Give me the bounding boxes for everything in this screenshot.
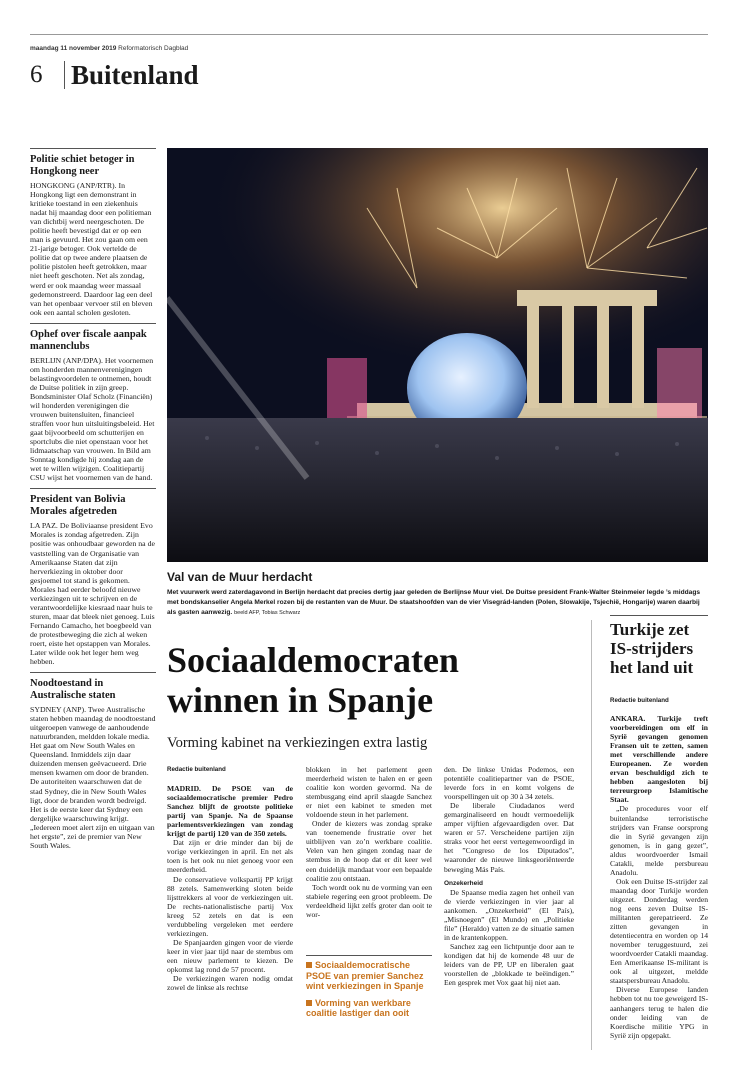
photo-caption — [167, 588, 708, 618]
side-headline[interactable]: Turkije zet IS-strijders het land uit — [610, 620, 694, 677]
article-column-2 — [306, 765, 432, 950]
pull-quotes — [306, 955, 432, 1025]
side-body — [610, 714, 708, 1040]
square-bullet-icon — [306, 1000, 312, 1006]
brief-body: HONGKONG (ANP/RTR). In Hongkong ligt een demonstrant in kritieke toestand in een ziekenhuis nadat hij maandag door een politieman van dichtbij werd neergeschoten. De politie heeft bevestigd dat er op een man is gevuurd. Het zou gaan om een 21-jarige betoger. Ook vertelde de politie dat op twee andere plaatsen de politie pistolen heeft getrokken, maar niet heeft geschoten. Net als zondag, werd er ook maandag weer massaal gedemonstreerd. Daardoor lag een deel van het openbaar vervoer stil en bleven ook een aantal scholen gesloten. — [30, 181, 153, 317]
paragraph: De Spaanse media zagen het onheil van de vierde verkiezingen in vier jaar al aankomen. „Onzekerheid” (El País), „Misnoegen” (El Mundo) en „Politieke file” (Heraldo) vatten ze de situatie samen in de krantenkoppen. — [444, 887, 574, 942]
paragraph: Diverse Europese landen hebben tot nu toe geweigerd IS-aanhangers terug te halen die onder leiding van de Koerdische militie YPG in Syrië zijn opgepakt. — [610, 985, 708, 1040]
brief-body: BERLIJN (ANP/DPA). Het voornemen om honderden mannenverenigingen belastingvoordelen te ontnemen, houdt de Duitse politiek in zijn greep. Bondsminister Olaf Scholz (Financiën) wil honderden verenigingen die vrouwen buitensluiten, financieel straffen voor hun uitsluitingsbeleid. Het gaat bijvoorbeeld om schutterijen en sportclubs die niet openstaan voor het lidmaatschap van vrouwen. In Bild am Sonntag kondigde hij zondag aan de wet te willen wijzigen. Coalitiepartij CSU wijst het voornemen van de hand. — [30, 355, 155, 483]
square-bullet-icon — [306, 962, 312, 968]
brief-title[interactable]: President van Bolivia Morales afgetreden — [30, 494, 126, 518]
paragraph: De verkiezingen waren nodig omdat zowel de linkse als rechtse — [167, 974, 293, 993]
paragraph: Sanchez zag een lichtpuntje door aan te kondigen dat hij de komende 48 uur de leiders van de PP, UP en liberalen gaat voorstellen de „blokkade te beëindigen.” Een gesprek met Vox gaat hij niet aan. — [444, 941, 574, 988]
paragraph: Ook een Duitse IS-strijder zal maandag door Turkije worden uitgezet. Donderdag werden nog eens zeven Duitse IS-militanten gerepatrieerd. Ze zitten gevangen in detentiecentra en worden op 14 november teruggestuurd, zei woordvoerder Catakli maandag. Een Amerikaanse IS-militant is ook al uitgezet, meldde staatspersbureau Anadolu. — [610, 876, 708, 986]
brief-item — [30, 323, 156, 483]
photo-credit: beeld AFP, Tobias Schwarz — [234, 610, 301, 616]
side-article — [610, 615, 708, 1040]
brief-title[interactable]: Ophef over fiscale aanpak mannenclubs — [30, 328, 147, 352]
brief-body: SYDNEY (ANP). Twee Australische staten hebben maandag de noodtoestand uitgeroepen vanwege de aanhoudende natuurbranden, meldden lokale media. Het gaat om New South Wales en Queensland. Inmiddels zijn daar duizenden mensen geëvacueerd. Drie mensen kwamen om door de branden. De autoriteiten waarschuwen dat de stad Sydney, die in New South Wales ligt, door de branden wordt bedreigd. Het is de eerste keer dat Sydney een dergelijke waarschuwing krijgt. „Iedereen moet alert zijn en uitgaan van het ergste”, zei de premier van New South Wales. — [30, 705, 156, 850]
paragraph: Onder de kiezers was zondag sprake van toenemende frustratie over het uitblijven van zo’n werkbare coalitie. Velen van hen gingen zondag naar de stembus in de hoop dat er dit keer wel een duidelijk mandaat voor een bepaalde coalitie zou ontstaan. — [306, 819, 432, 883]
pull-quote: Vorming van werkbare coalitie lastiger dan ooit — [306, 997, 411, 1018]
brief-title[interactable]: Noodtoestand in Australische staten — [30, 678, 116, 702]
fireworks-photo — [167, 148, 708, 562]
paragraph: blokken in het parlement geen meerderheid wisten te halen en er geen coalitie kon worden gevormd. Na de stembusgang eind april slaagde Sanchez er niet een kabinet te smeden met voldoende steun in het parlement. — [306, 765, 432, 820]
side-byline: Redactie buitenland — [610, 697, 669, 704]
article-lead: MADRID. De PSOE van de sociaaldemocratische premier Pedro Sanchez blijft de grootste politieke partij van Spanje. Na de Spaanse parlementsverkiezingen van zondag krijgt de partij 120 van de 350 zetels. — [167, 784, 293, 839]
brief-item — [30, 488, 156, 666]
side-lead: ANKARA. Turkije treft voorbereidingen om elf in Syrië gevangen genomen Fransen uit te zetten, samen met verschillende andere Europeanen. Ze worden ervan beschuldigd zich te hebben aangesloten bij terreurgroep Islamitische Staat. — [610, 714, 708, 805]
article-column-3 — [444, 765, 574, 1055]
page-header — [30, 58, 199, 92]
brandenburg-gate-illustration — [167, 148, 708, 562]
brief-body: LA PAZ. De Boliviaanse president Evo Morales is zondag afgetreden. Zijn positie was onhoudbaar geworden na de vaststelling van de Organisatie van Amerikaanse Staten dat zijn herverkiezing in oktober door gesjoemel tot stand is gekomen. Morales had eerder beloofd nieuwe verkiezingen uit te schrijven en de verantwoordelijke kiesraad naar huis te sturen, maar dat bleek niet genoeg. Luis Fernando Camacho, het boegbeeld van de protestbeweging die zich al weken roert, eiste het opstappen van Morales. Later wilde ook het leger hem weg hebben. — [30, 521, 155, 667]
date: maandag 11 november 2019 — [30, 45, 117, 52]
paragraph: De liberale Ciudadanos werd gemarginaliseerd en houdt vermoedelijk amper vijftien afgevaardigden over. Dat waren er 57. Verscheidene partijen zijn straks voor het eerst vertegenwoordigd in het ”Congreso de los Diputados”, waaronder de nieuwe linksgeoriënteerde beweging Más País. — [444, 801, 574, 874]
main-headline[interactable]: Sociaaldemocraten winnen in Spanje — [167, 640, 459, 720]
paragraph: den. De linkse Unidas Podemos, een potentiële coalitiepartner van de PSOE, leverde fors in en komt volgens de voorspellingen uit op 30 à 34 zetels. — [444, 765, 574, 802]
brief-title[interactable]: Politie schiet betoger in Hongkong neer — [30, 154, 135, 177]
brief-item — [30, 148, 156, 317]
news-briefs-column — [30, 148, 156, 1048]
header-divider — [64, 61, 65, 89]
paragraph: Dat zijn er drie minder dan bij de vorige verkiezingen in april. En net als toen is het ook nu niet genoeg voor een meerderheid. — [167, 838, 293, 875]
column-divider — [591, 620, 592, 1050]
paragraph: De Spanjaarden gingen voor de vierde keer in vier jaar tijd naar de stembus om een nieuw parlement te kiezen. De opkomst lag rond de 57 procent. — [167, 937, 293, 974]
dateline — [30, 45, 188, 52]
paragraph: De conservatieve volkspartij PP krijgt 88 zetels. Samenwerking sloten beide lijsttrekkers al voor de verkiezingen uit. De rechts-nationalistische partij Vox kreeg 52 zetels en dat is een verdubbeling vergeleken met eerdere verkiezingen. — [167, 874, 293, 938]
main-subheadline: Vorming kabinet na verkiezingen extra lastig — [167, 735, 428, 751]
paragraph: Toch wordt ook nu de vorming van een stabiele regering een groot probleem. De verdeeldheid lijkt zelfs groter dan ooit te wor- — [306, 882, 432, 919]
byline: Redactie buitenland — [167, 766, 226, 773]
section-title: Buitenland — [71, 59, 199, 90]
page-number: 6 — [30, 61, 43, 88]
paragraph: „De procedures voor elf buitenlandse terroristische strijders van Franse oorsprong die in Syrië gevangen zijn genomen, is in gang gezet”, aldus woordvoerder Ismail Catakli, melde persbureau Anadolu. — [610, 804, 708, 877]
pull-quote: Sociaaldemocratische PSOE van premier Sanchez wint verkiezingen in Spanje — [306, 960, 424, 991]
top-rule — [30, 34, 708, 35]
photo-caption-text: Met vuurwerk werd zaterdagavond in Berlijn herdacht dat precies dertig jaar geleden de Berlijnse Muur viel. De Duitse president Frank-Walter Steinmeier legde ’s middags met bondskanselier Angela Merkel rozen bij de restanten van de Muur. De staatshoofden van de vier Visegrád-landen (Polen, Slowakije, Tsjechië, Hongarije) waren daarbij als gasten aanwezig. — [167, 589, 701, 616]
paper-name: Reformatorisch Dagblad — [118, 45, 189, 52]
photo-caption-title: Val van de Muur herdacht — [167, 570, 313, 584]
subhead: Onzekerheid — [444, 879, 484, 887]
brief-item — [30, 672, 156, 850]
article-column-1 — [167, 765, 293, 1055]
